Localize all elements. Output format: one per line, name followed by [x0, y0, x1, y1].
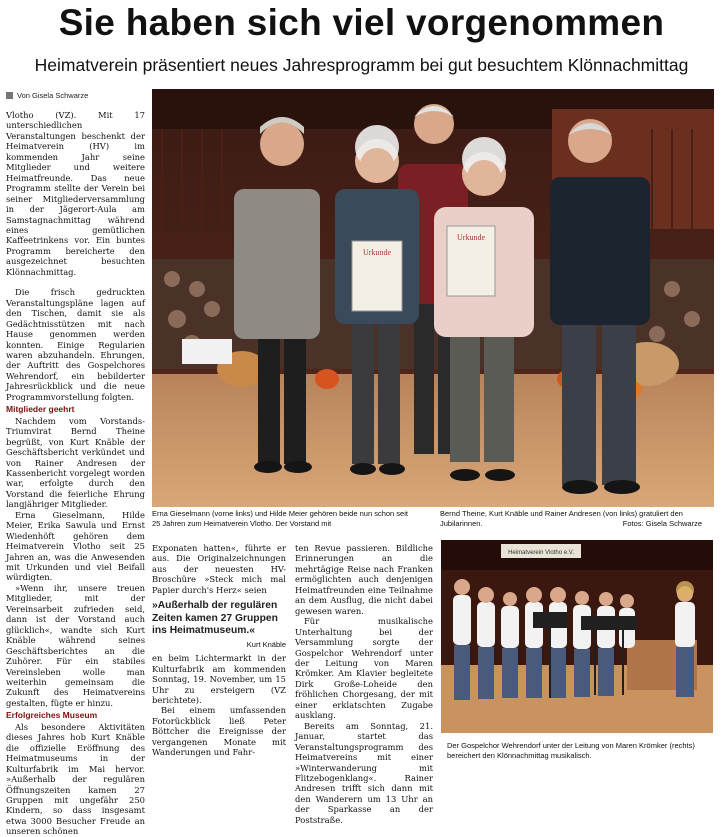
pull-quote-author: Kurt Knäble	[246, 639, 286, 649]
paragraph: en beim Lichtermarkt in der Kulturfabrik am kommenden Sonntag, 19. November, um 15 Uhr zu ersteigern (VZ berichtete).	[152, 653, 286, 706]
main-photo	[152, 89, 714, 507]
photo-credit: Fotos: Gisela Schwarze	[622, 518, 702, 528]
main-photo-caption-right	[440, 509, 702, 529]
paragraph: Erna Gieselmann, Hilde Meier, Erika Sawula und Ernst Wiedenhöft gehören dem Heimatverein Vlotho seit 25 Jahren an, was die Anwesenden mit Urkunden und viel Beifall würdigten.	[6, 509, 145, 583]
paragraph: »Wenn ihr, unsere treuen Mitglieder, mit der Vereinsarbeit zufrieden seid, dann ist der Vorstand auch glücklich«, wandte sich Kurt Knäble während seines Geschäftsberichtes an die Zuhörer. Für ein stabiles Vereinsleben wolle man weiterhin gemeinsam die Zukunft des Heimatvereins gestalten, fügte er hinzu.	[6, 582, 145, 708]
main-photo-caption-left: Erna Gieselmann (vorne links) und Hilde Meier gehören beide nun schon seit 25 Jahren zum Heimatverein Vlotho. Der Vorstand mit	[152, 509, 408, 528]
byline	[6, 91, 88, 100]
byline-marker-icon	[6, 92, 13, 99]
paragraph: Bereits am Sonntag, 21. Januar, startet das Veranstaltungsprogramm des Heimatvereins mit einer »Winterwanderung mit Flitzebogenklang«. Rainer Andresen trifft sich dann mit den Wanderern um 13 Uhr an der Sparkasse an der Poststraße.	[295, 720, 433, 825]
paragraph: Exponaten hatten«, führte er aus. Die Originalzeichnungen aus der neuesten HV-Broschüre »Steck mich mal Papier durch's Herz« seien	[152, 543, 286, 595]
pull-quote: »Außerhalb der regulären Zeiten kamen 27 Gruppen ins Heimatmuseum.«	[152, 600, 278, 637]
column-1	[6, 110, 145, 837]
paragraph: Bei einem umfassenden Fotorückblick ließ Peter Böttcher die Ereignisse der vergangenen Monate mit Wanderungen und Fahr-	[152, 705, 286, 758]
paragraph: Für musikalische Unterhaltung bei der Versammlung sorgte der Gospelchor Wehrendorf unter der Leitung von Maren Krömker. Am Klavier begleitete Dirk Große-Loheide den fröhlichen Chorgesang, der mit einer erklatschten Zugabe ausklang.	[295, 616, 433, 721]
column-2	[152, 543, 286, 758]
banner-text: Heimatverein Vlotho e.V.	[508, 550, 574, 556]
column-3	[295, 543, 433, 825]
article-headline: Sie haben sich viel vorgenommen	[58, 2, 665, 43]
paragraph: Als besondere Aktivitäten dieses Jahres hob Kurt Knäble die offizielle Eröffnung des Heimatmuseums in der Kulturfabrik im Mai hervor. »Außerhalb der regulären Öffnungszeiten kamen 27 Gruppen mit ungefähr 250 Kindern, so dass insgesamt etwa 3000 Besucher Freude an unseren schönen	[6, 721, 145, 837]
paragraph: Die frisch gedruckten Veranstaltungspläne lagen auf den Tischen, damit sie als Gedächtnisstützen mit nach Hause genommen werden konnten. Einige Regularien waren abzuhandeln. Ehrungen, der Auftritt des Gospelchores Wehrendorf, ein bebilderter Jahresrückblick und die neue Programmvorstellung folgten.	[6, 287, 145, 402]
article-subheadline: Heimatverein präsentiert neues Jahresprogramm bei gut besuchtem Klönnachmittag	[34, 55, 689, 75]
certificate-title-left: Urkunde	[363, 248, 391, 257]
lead-paragraph: Vlotho (VZ). Mit 17 unterschiedlichen Veranstaltungen beschenkt der Heimatverein (HV) im kommenden Jahr seine Mitglieder und weitere Heimatfreunde. Das neue Programm stellte der Verein bei seiner Mitgliederversammlung in der Jägerort-Aula am Samstagnachmittag während eines gemütlichen Kaffeetrinkens vor. Ein buntes Programm bereicherte den ausgezeichnet besuchten Klönnachmittag.	[6, 110, 145, 277]
gospel-choir-image	[441, 540, 713, 733]
main-photo-caption-right-text: Bernd Theine, Kurt Knäble und Rainer Andresen (von links) gratuliert den Jubilarinnen.	[440, 509, 683, 528]
paragraph: ten Revue passieren. Bildliche Erinnerungen an die mehrtägige Reise nach Franken ermöglichten auch denjenigen Heimatfreunden eine Teilnahme an dem Ausflug, die nicht dabei gewesen waren.	[295, 543, 433, 616]
choir-photo	[441, 540, 713, 733]
paragraph: Nachdem vom Vorstands-Triumvirat Bernd Theine begrüßt, von Kurt Knäble der Geschäftsbericht verkündet und von Rainer Andresen der Kassenbericht vorgelegt worden war, erfolgte durch den Vorstand die feierliche Ehrung langjähriger Mitglieder.	[6, 415, 145, 510]
byline-text: Von Gisela Schwarze	[17, 91, 89, 100]
award-ceremony-image	[152, 89, 714, 507]
subheading-museum: Erfolgreiches Museum	[6, 710, 98, 721]
certificate-title-right: Urkunde	[457, 233, 485, 242]
subheading-mitglieder: Mitglieder geehrt	[6, 404, 75, 415]
choir-photo-caption: Der Gospelchor Wehrendorf unter der Leitung von Maren Krömker (rechts) bereichert den Klönnachmittag musikalisch.	[447, 741, 695, 760]
